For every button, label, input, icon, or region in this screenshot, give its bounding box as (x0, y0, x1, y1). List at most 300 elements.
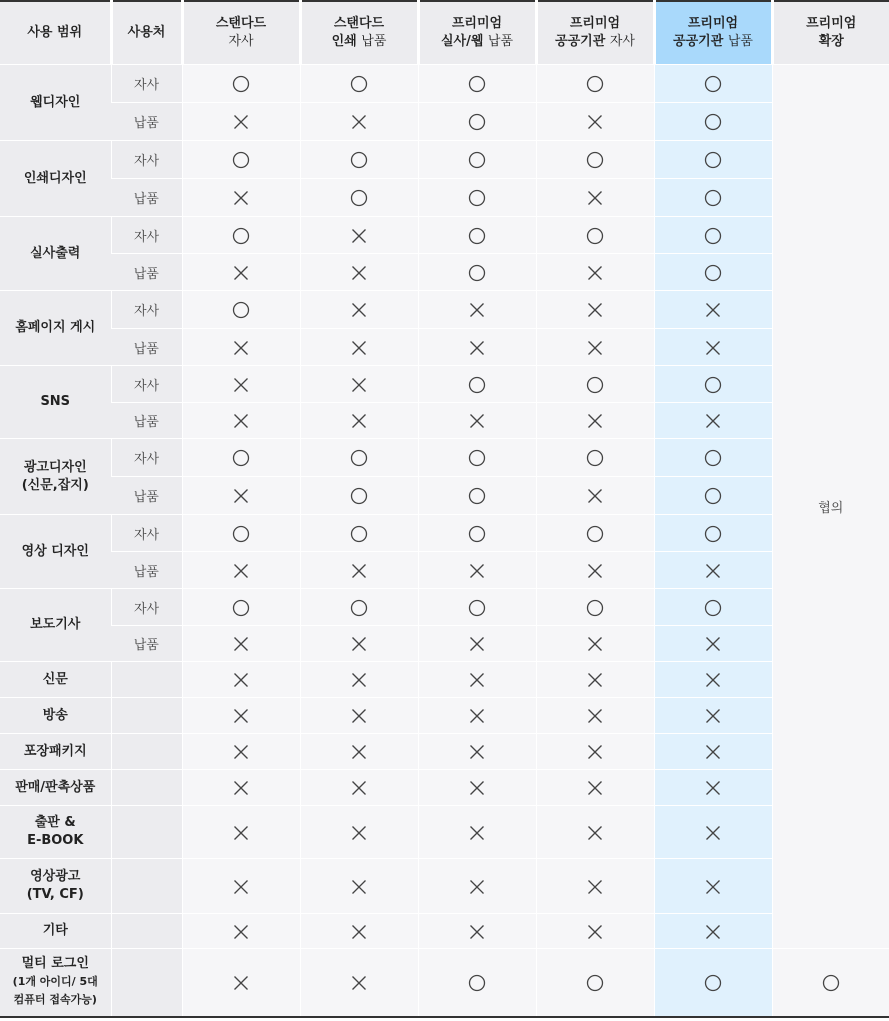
usage-label: 자사 (111, 291, 182, 329)
circle-icon (232, 151, 250, 169)
license-cell (300, 515, 418, 552)
cross-icon (232, 562, 250, 580)
cross-icon (232, 923, 250, 941)
header-line1: 프리미엄 (806, 16, 857, 31)
license-cell (182, 217, 300, 254)
cross-icon (586, 743, 604, 761)
category-text: (TV, CF) (26, 887, 84, 902)
circle-icon (586, 151, 604, 169)
circle-icon (350, 189, 368, 207)
table-row (0, 515, 889, 552)
license-cell (300, 859, 418, 914)
license-cell (182, 914, 300, 949)
table-row (0, 291, 889, 329)
usage-label: 자사 (111, 217, 182, 254)
category-text: 웹디자인 (30, 94, 81, 110)
circle-icon (704, 525, 722, 543)
cross-icon (350, 412, 368, 430)
license-cell (300, 179, 418, 217)
cross-icon (586, 878, 604, 896)
header-line1: 프리미엄 (569, 16, 621, 31)
category-label (0, 662, 111, 698)
table-row (0, 662, 889, 698)
license-cell (300, 439, 418, 477)
usage-label: 자사 (111, 141, 182, 179)
category-label (0, 65, 111, 141)
license-cell (300, 552, 418, 589)
cross-icon (704, 412, 722, 430)
circle-icon (468, 75, 486, 93)
license-cell (182, 734, 300, 770)
category-label (0, 698, 111, 734)
circle-icon (350, 151, 368, 169)
category-text: 보도기사 (30, 617, 81, 632)
table-row (0, 65, 889, 103)
category-label (0, 914, 111, 949)
license-cell (536, 291, 654, 329)
header-license-2 (418, 1, 536, 65)
circle-icon (586, 599, 604, 617)
license-cell (536, 698, 654, 734)
circle-icon (468, 449, 486, 467)
license-cell (418, 217, 536, 254)
header-line1: 스탠다드 (333, 16, 385, 31)
header-license-0 (182, 1, 300, 65)
cross-icon (232, 707, 250, 725)
cross-icon (232, 339, 250, 357)
license-cell (654, 626, 772, 662)
category-text: 기타 (42, 923, 68, 938)
circle-icon (468, 189, 486, 207)
usage-label: 납품 (111, 626, 182, 662)
cross-icon (704, 635, 722, 653)
category-label (0, 770, 111, 806)
license-cell (654, 552, 772, 589)
circle-icon (468, 264, 486, 282)
license-cell (418, 552, 536, 589)
license-cell (654, 439, 772, 477)
header-line1: 스탠다드 (215, 16, 267, 31)
cross-icon (350, 923, 368, 941)
usage-label: 납품 (111, 179, 182, 217)
circle-icon (704, 264, 722, 282)
category-label (0, 859, 111, 914)
license-cell (536, 589, 654, 626)
license-cell (654, 403, 772, 439)
category-text: (신문,잡지) (21, 477, 89, 493)
cross-icon (350, 264, 368, 282)
cross-icon (232, 412, 250, 430)
license-cell (536, 806, 654, 859)
circle-icon (350, 449, 368, 467)
license-cell (418, 329, 536, 366)
header-user: 사용처 (111, 1, 182, 65)
license-cell (654, 662, 772, 698)
license-cell (654, 141, 772, 179)
license-cell (300, 103, 418, 141)
license-cell (654, 589, 772, 626)
license-cell (182, 141, 300, 179)
license-cell (654, 770, 772, 806)
usage-label-empty (111, 806, 182, 859)
table-row (0, 217, 889, 254)
license-cell (418, 291, 536, 329)
circle-icon (704, 449, 722, 467)
header-line2: 공공기관 (555, 34, 606, 49)
extension-negotiation: 협의 (772, 65, 889, 949)
license-cell (418, 366, 536, 403)
license-cell (654, 949, 772, 1017)
license-cell (536, 65, 654, 103)
cross-icon (232, 635, 250, 653)
circle-icon (232, 227, 250, 245)
cross-icon (704, 562, 722, 580)
header-line2: 공공기관 (673, 34, 724, 49)
usage-label-empty (111, 662, 182, 698)
cross-icon (350, 824, 368, 842)
license-cell (182, 291, 300, 329)
category-label (0, 217, 111, 291)
license-cell (536, 403, 654, 439)
cross-icon (232, 878, 250, 896)
circle-icon (586, 525, 604, 543)
circle-icon (586, 974, 604, 992)
license-cell (182, 254, 300, 291)
license-cell (300, 65, 418, 103)
license-cell (536, 217, 654, 254)
license-cell (536, 859, 654, 914)
cross-icon (232, 974, 250, 992)
license-cell (300, 626, 418, 662)
cross-icon (350, 878, 368, 896)
category-label (0, 439, 111, 515)
circle-icon (704, 487, 722, 505)
usage-label-empty (111, 949, 182, 1017)
license-cell (182, 329, 300, 366)
circle-icon (468, 113, 486, 131)
circle-icon (468, 525, 486, 543)
header-scope: 사용 범위 (0, 1, 111, 65)
usage-label-empty (111, 698, 182, 734)
license-cell (418, 662, 536, 698)
cross-icon (350, 635, 368, 653)
license-cell (654, 698, 772, 734)
cross-icon (468, 923, 486, 941)
category-text: 출판 & (34, 815, 76, 830)
cross-icon (704, 824, 722, 842)
license-cell (300, 329, 418, 366)
cross-icon (586, 923, 604, 941)
license-cell (418, 734, 536, 770)
table-row (0, 103, 889, 141)
category-label (0, 141, 111, 217)
cross-icon (350, 779, 368, 797)
circle-icon (822, 974, 840, 992)
license-cell (536, 141, 654, 179)
license-cell (772, 949, 889, 1017)
usage-label: 자사 (111, 366, 182, 403)
cross-icon (586, 824, 604, 842)
license-cell (536, 329, 654, 366)
circle-icon (704, 75, 722, 93)
usage-label: 자사 (111, 515, 182, 552)
header-line2-sub: 납품 (487, 34, 514, 49)
category-text: 홈페이지 게시 (15, 320, 96, 335)
cross-icon (468, 671, 486, 689)
license-cell (182, 626, 300, 662)
header-license-1 (300, 1, 418, 65)
circle-icon (468, 487, 486, 505)
table-row (0, 806, 889, 859)
license-cell (182, 770, 300, 806)
header-line2-sub: 자사 (609, 34, 635, 49)
circle-icon (350, 599, 368, 617)
category-text: 포장패키지 (23, 743, 87, 759)
license-cell (418, 859, 536, 914)
circle-icon (468, 227, 486, 245)
circle-icon (468, 599, 486, 617)
license-cell (536, 179, 654, 217)
license-cell (536, 662, 654, 698)
license-cell (654, 179, 772, 217)
cross-icon (232, 779, 250, 797)
circle-icon (704, 227, 722, 245)
category-text: 광고디자인 (23, 459, 87, 475)
cross-icon (468, 878, 486, 896)
cross-icon (704, 707, 722, 725)
license-cell (300, 698, 418, 734)
license-cell (654, 477, 772, 515)
license-cell (300, 403, 418, 439)
header-license-4 (654, 1, 772, 65)
license-cell (182, 477, 300, 515)
cross-icon (468, 824, 486, 842)
license-cell (418, 477, 536, 515)
table-row (0, 734, 889, 770)
header-line2-sub: 자사 (228, 34, 254, 49)
usage-label: 납품 (111, 329, 182, 366)
circle-icon (704, 189, 722, 207)
cross-icon (468, 339, 486, 357)
license-cell (654, 65, 772, 103)
license-cell (300, 770, 418, 806)
cross-icon (350, 339, 368, 357)
license-cell (418, 949, 536, 1017)
cross-icon (350, 743, 368, 761)
table-row (0, 439, 889, 477)
circle-icon (350, 487, 368, 505)
license-cell (418, 179, 536, 217)
cross-icon (232, 743, 250, 761)
table-row (0, 403, 889, 439)
table-row (0, 698, 889, 734)
header-line1: 프리미엄 (451, 16, 503, 31)
license-cell (536, 770, 654, 806)
header-line1: 프리미엄 (687, 16, 739, 31)
cross-icon (586, 635, 604, 653)
license-cell (418, 439, 536, 477)
table-row (0, 179, 889, 217)
license-cell (182, 589, 300, 626)
license-cell (418, 103, 536, 141)
cross-icon (586, 189, 604, 207)
table-row (0, 141, 889, 179)
table-row (0, 329, 889, 366)
cross-icon (468, 707, 486, 725)
license-cell (300, 254, 418, 291)
cross-icon (704, 878, 722, 896)
cross-icon (704, 779, 722, 797)
circle-icon (586, 449, 604, 467)
cross-icon (586, 113, 604, 131)
license-cell (418, 141, 536, 179)
license-cell (536, 439, 654, 477)
license-cell (418, 65, 536, 103)
header-line2-sub: 납품 (727, 34, 753, 49)
cross-icon (350, 671, 368, 689)
license-cell (418, 515, 536, 552)
category-text: 신문 (42, 671, 68, 687)
license-cell (300, 477, 418, 515)
license-cell (536, 734, 654, 770)
circle-icon (232, 599, 250, 617)
license-cell (300, 914, 418, 949)
license-cell (182, 103, 300, 141)
category-text: 판매/판촉상품 (15, 779, 96, 795)
license-cell (654, 734, 772, 770)
cross-icon (350, 707, 368, 725)
license-cell (300, 217, 418, 254)
table-row (0, 914, 889, 949)
cross-icon (350, 113, 368, 131)
license-cell (300, 141, 418, 179)
cross-icon (232, 671, 250, 689)
cross-icon (586, 562, 604, 580)
cross-icon (232, 376, 250, 394)
license-cell (418, 914, 536, 949)
cross-icon (350, 974, 368, 992)
usage-label: 납품 (111, 403, 182, 439)
cross-icon (704, 743, 722, 761)
usage-label-empty (111, 734, 182, 770)
category-label (0, 806, 111, 859)
usage-label: 납품 (111, 254, 182, 291)
usage-label-empty (111, 914, 182, 949)
circle-icon (350, 75, 368, 93)
license-cell (418, 254, 536, 291)
circle-icon (704, 599, 722, 617)
header-line2: 인쇄 (331, 34, 357, 49)
cross-icon (704, 671, 722, 689)
circle-icon (350, 525, 368, 543)
usage-label: 자사 (111, 439, 182, 477)
license-cell (300, 291, 418, 329)
license-cell (418, 589, 536, 626)
circle-icon (232, 525, 250, 543)
license-cell (536, 552, 654, 589)
cross-icon (468, 562, 486, 580)
license-cell (536, 626, 654, 662)
license-cell (536, 949, 654, 1017)
usage-label: 자사 (111, 65, 182, 103)
cross-icon (586, 412, 604, 430)
cross-icon (232, 824, 250, 842)
license-cell (418, 806, 536, 859)
cross-icon (586, 301, 604, 319)
category-label (0, 291, 111, 366)
circle-icon (704, 151, 722, 169)
license-cell (536, 515, 654, 552)
cross-icon (232, 487, 250, 505)
license-cell (300, 734, 418, 770)
table-row (0, 626, 889, 662)
table-header (0, 1, 889, 65)
cross-icon (586, 487, 604, 505)
cross-icon (468, 779, 486, 797)
cross-icon (704, 301, 722, 319)
license-cell (536, 914, 654, 949)
license-cell (418, 403, 536, 439)
table-row (0, 366, 889, 403)
category-label (0, 515, 111, 589)
cross-icon (704, 339, 722, 357)
usage-label: 납품 (111, 103, 182, 141)
circle-icon (468, 151, 486, 169)
cross-icon (232, 264, 250, 282)
license-cell (300, 806, 418, 859)
cross-icon (704, 923, 722, 941)
header-line2-sub: 납품 (361, 34, 387, 49)
license-cell (418, 698, 536, 734)
license-cell (654, 859, 772, 914)
usage-label-empty (111, 770, 182, 806)
license-cell (182, 662, 300, 698)
circle-icon (586, 376, 604, 394)
category-label (0, 734, 111, 770)
license-cell (654, 366, 772, 403)
license-cell (182, 403, 300, 439)
license-cell (182, 366, 300, 403)
cross-icon (468, 743, 486, 761)
usage-label-empty (111, 859, 182, 914)
circle-icon (232, 75, 250, 93)
circle-icon (586, 227, 604, 245)
category-text: SNS (40, 394, 71, 409)
license-cell (654, 217, 772, 254)
license-cell (418, 770, 536, 806)
cross-icon (350, 301, 368, 319)
license-cell (654, 254, 772, 291)
category-subtext: (1개 아이디/ 5대 (12, 975, 98, 989)
license-cell (654, 806, 772, 859)
table-row (0, 949, 889, 1017)
circle-icon (232, 449, 250, 467)
table-row (0, 589, 889, 626)
circle-icon (232, 301, 250, 319)
cross-icon (468, 412, 486, 430)
license-cell (654, 515, 772, 552)
table-body (0, 65, 889, 1017)
table-row (0, 552, 889, 589)
license-cell (300, 589, 418, 626)
cross-icon (468, 635, 486, 653)
license-cell (182, 698, 300, 734)
cross-icon (586, 707, 604, 725)
circle-icon (704, 974, 722, 992)
license-cell (182, 515, 300, 552)
license-cell (654, 103, 772, 141)
category-text: 방송 (42, 707, 68, 723)
